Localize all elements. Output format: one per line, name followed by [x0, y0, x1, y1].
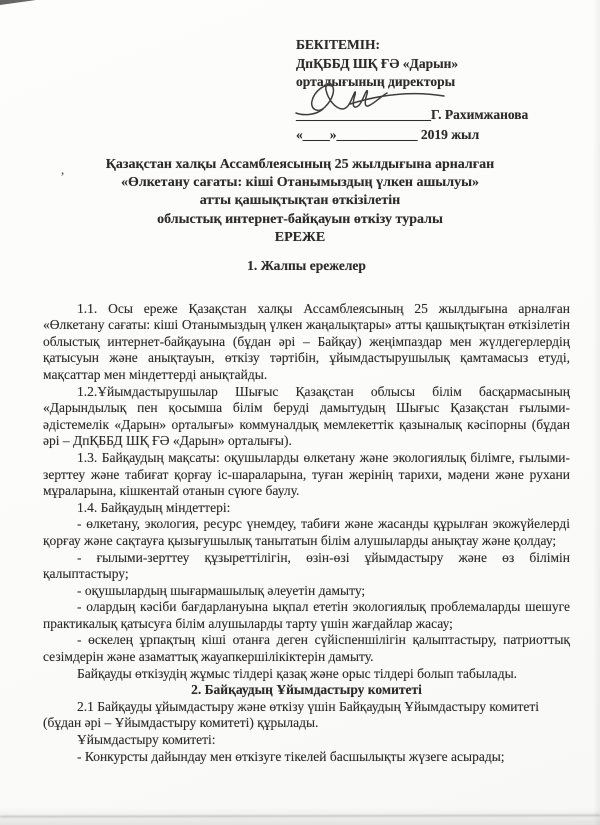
scan-corner-artifact: [0, 0, 36, 5]
section-1-heading: 1. Жалпы ережелер: [247, 258, 366, 273]
bullet-item: - өскелең ұрпақтың кіші отанға деген сүйіспеншілігін қалыптастыру, патриоттық сезімдерін және азаматтық жауапкершілікіктерін дамыту.: [43, 632, 570, 665]
date-row: «____»____________ 2019 жыл: [296, 127, 480, 142]
bullet-item: - Конкурсты дайындау мен өткізуге тікелей басшылықты жүзеге асырады;: [77, 748, 505, 764]
section-2-heading: 2. Байқаудың Ұйымдастыру комитеті: [191, 682, 422, 698]
paragraph-1-1: 1.1. Осы ереже Қазақстан халқы Ассамблеясының 25 жылдығына арналған «Өлкетану сағаты: кіші Отанымыздың үлкен жаңалықтары» атты қашықтықтан өткізілетін облыстық интернет-байқауына (бұдан әрі – Байқау) жеңімпаздар мен жүлдегерлердің қатысуын және анықтауын, өткізу тәртібін, ұйымдастырушылық қамтамасыз етуді, мақсаттар мен міндеттерді анықтайды.: [43, 300, 570, 382]
title-line-3: атты қашықтықтан өткізілетін: [199, 193, 401, 209]
signature-line: ____________________: [296, 106, 431, 122]
bullet-item: - өлкетану, экология, ресурс үнемдеу, табиғи және жасанды құрылған экожүйелерді қорғау және сақтауға қызығушылық танытатын білім алушыларды анықтау және қолдау;: [43, 516, 570, 548]
committee-label: Ұйымдастыру комитеті:: [77, 732, 216, 748]
scan-right-edge-shadow: [593, 0, 600, 825]
title-line-2: «Өлкетану сағаты: кіші Отанымыздың үлкен ашылуы»: [120, 175, 480, 191]
title-line-1: Қазақстан халқы Ассамблеясының 25 жылдығына арналған: [105, 157, 495, 172]
ink-speck: ,: [61, 162, 65, 177]
bullet-item: - олардың кәсіби бағдарлануына ықпал ететін экологиялық проблемаларды шешуге практикалық қатысуға білім алушыларды тарту үшін жағдайлар жасау;: [43, 599, 570, 631]
paragraph-1-3: 1.3. Байқаудың мақсаты: оқушыларды өлкетану және экологиялық білімге, ғылыми-зерттеу және табиғат қорғау іс-шараларына, туған жерінің тарихи, мәдени және рухани мұраларына, кішкентай отанын сүюге баулу.: [43, 449, 570, 499]
document-body: [43, 258, 570, 765]
bullet-item: - оқушылардың шығармашылық әлеуетін дамыту;: [77, 582, 366, 598]
document-title-block: [40, 156, 560, 247]
bullet-item: - ғылыми-зерттеу құзыреттілігін, өзін-өзі ұйымдастыру және өз білімін қалыптастыру;: [43, 549, 570, 582]
paragraph-1-2: 1.2.Ұйымдастырушылар Шығыс Қазақстан облысы білім басқармасының «Дарындылық пен қосымша білім беруді дамытудың Шығыс Қазақстан ғылыми-әдістемелік «Дарын» орталығы» коммуналдық мемлекеттік қазыналық кәсіпорны (бұдан әрі – ДпҚББД ШҚ ҒӘ «Дарын» орталығы).: [43, 383, 570, 449]
approval-affirm-label: БЕКІТЕМІН:: [296, 37, 380, 52]
approval-block: [296, 36, 564, 145]
approval-role-label: орталығының директоры: [296, 74, 456, 89]
paragraph-1-4: 1.4. Байқаудың міндеттері:: [77, 499, 231, 515]
director-name: Г. Рахимжанова: [431, 106, 529, 122]
signature-row: [296, 106, 564, 125]
approval-org-label: ДпҚББД ШҚ ҒӘ «Дарын»: [296, 55, 459, 71]
paragraph-2-1: 2.1 Байқауды ұйымдастыру және өткізу үшін Байқаудың Ұйымдастыру комитеті (бұдан әрі – Ұйымдастыру комитеті) құрылады.: [43, 698, 539, 731]
title-line-4: облыстық интернет-байқауын өткізу туралы: [157, 211, 443, 227]
working-languages-note: Байқауды өткізудің жұмыс тілдері қазақ және орыс тілдері болып табылады.: [77, 665, 518, 681]
title-line-5: ЕРЕЖЕ: [274, 229, 326, 245]
